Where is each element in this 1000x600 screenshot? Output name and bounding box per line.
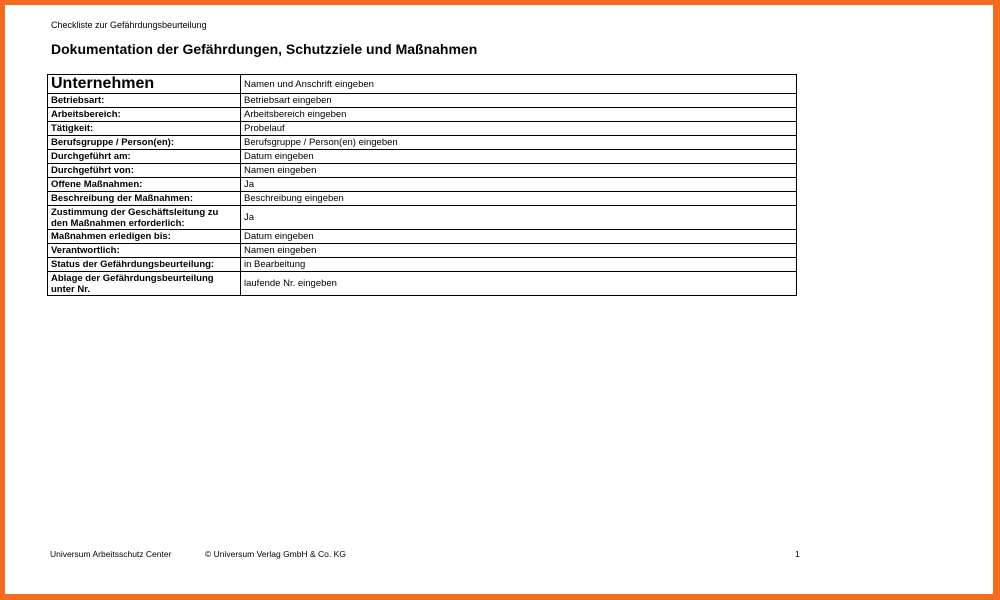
row-label: Betriebsart:: [48, 94, 241, 108]
row-value-field[interactable]: Ja: [241, 206, 797, 230]
footer-organization: Universum Arbeitsschutz Center: [50, 549, 172, 559]
table-row: [48, 94, 797, 108]
row-label: Arbeitsbereich:: [48, 108, 241, 122]
row-value-field[interactable]: Berufsgruppe / Person(en) eingeben: [241, 136, 797, 150]
table-row: [48, 230, 797, 244]
company-value-field[interactable]: Namen und Anschrift eingeben: [241, 75, 797, 94]
table-row: [48, 136, 797, 150]
assessment-form-table: [47, 74, 797, 296]
document-header: Checkliste zur Gefährdungsbeurteilung: [51, 20, 207, 30]
row-value-field[interactable]: laufende Nr. eingeben: [241, 272, 797, 296]
row-value-field[interactable]: Arbeitsbereich eingeben: [241, 108, 797, 122]
table-row: [48, 75, 797, 94]
row-value-field[interactable]: Namen eingeben: [241, 244, 797, 258]
row-label: Offene Maßnahmen:: [48, 178, 241, 192]
row-value-field[interactable]: Namen eingeben: [241, 164, 797, 178]
row-value-field[interactable]: Datum eingeben: [241, 230, 797, 244]
row-label: Berufsgruppe / Person(en):: [48, 136, 241, 150]
row-value-field[interactable]: Probelauf: [241, 122, 797, 136]
row-label: Zustimmung der Geschäftsleitung zu den Maßnahmen erforderlich:: [48, 206, 241, 230]
row-value-field[interactable]: in Bearbeitung: [241, 258, 797, 272]
row-value-field[interactable]: Betriebsart eingeben: [241, 94, 797, 108]
document-title: Dokumentation der Gefährdungen, Schutzziele und Maßnahmen: [51, 41, 478, 57]
table-row: [48, 150, 797, 164]
row-value-field[interactable]: Datum eingeben: [241, 150, 797, 164]
table-row: [48, 244, 797, 258]
table-row: [48, 206, 797, 230]
row-label: Maßnahmen erledigen bis:: [48, 230, 241, 244]
row-label: Tätigkeit:: [48, 122, 241, 136]
company-label: Unternehmen: [48, 75, 241, 94]
row-label: Durchgeführt von:: [48, 164, 241, 178]
row-label: Durchgeführt am:: [48, 150, 241, 164]
table-row: [48, 122, 797, 136]
footer-copyright: © Universum Verlag GmbH & Co. KG: [205, 549, 346, 559]
row-value-field[interactable]: Ja: [241, 178, 797, 192]
table-row: [48, 178, 797, 192]
document-page: [5, 5, 993, 594]
row-label: Ablage der Gefährdungsbeurteilung unter Nr.: [48, 272, 241, 296]
table-row: [48, 258, 797, 272]
page-number: 1: [795, 549, 800, 559]
row-label: Status der Gefährdungsbeurteilung:: [48, 258, 241, 272]
table-row: [48, 192, 797, 206]
row-value-field[interactable]: Beschreibung eingeben: [241, 192, 797, 206]
row-label: Beschreibung der Maßnahmen:: [48, 192, 241, 206]
table-row: [48, 272, 797, 296]
table-row: [48, 108, 797, 122]
table-row: [48, 164, 797, 178]
row-label: Verantwortlich:: [48, 244, 241, 258]
